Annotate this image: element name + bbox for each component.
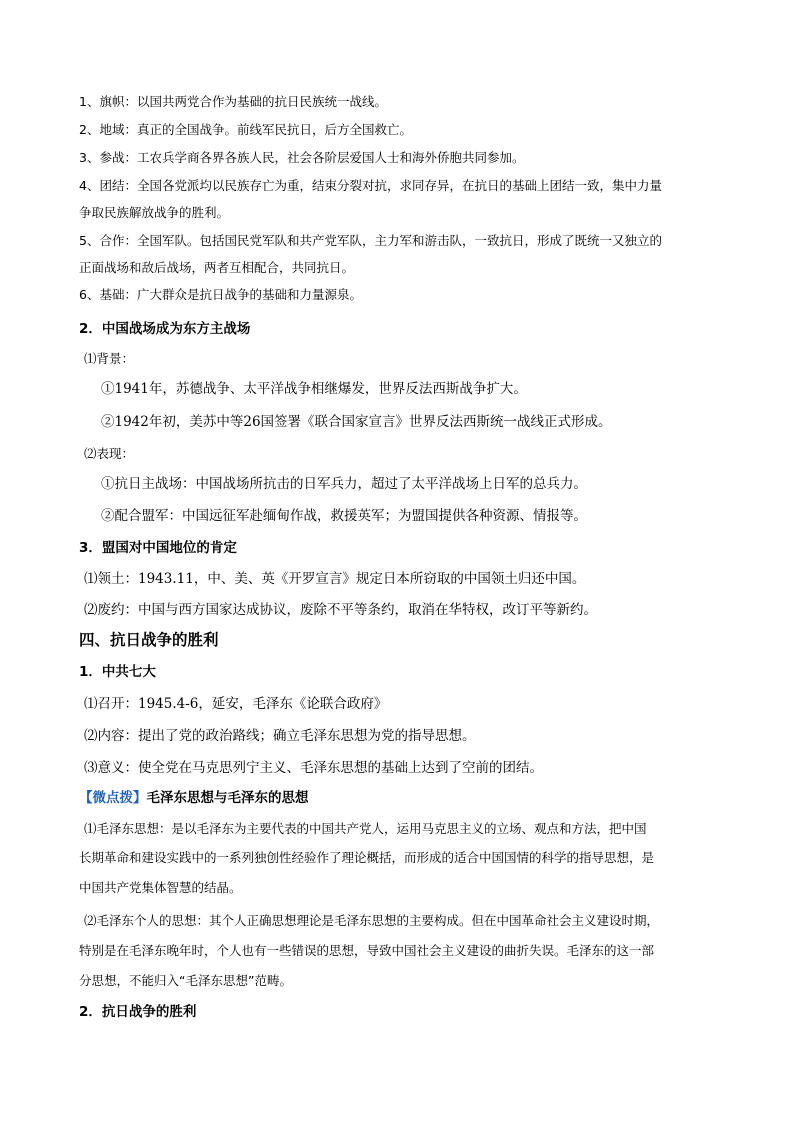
performance-item-2: ②配合盟军：中国远征军赴缅甸作战，救援英军；为盟国提供各种资源、情报等。 [101,508,587,524]
congress-convened: ⑴召开：1945.4-6，延安，毛泽东《论联合政府》 [84,696,388,712]
tip-paragraph-2-line-3: 分思想，不能归入“毛泽东思想”范畴。 [79,973,292,988]
congress-significance: ⑶意义：使全党在马克思列宁主义、毛泽东思想的基础上达到了空前的团结。 [84,760,543,776]
section-heading-allies-affirmation: 3．盟国对中国地位的肯定 [79,540,237,556]
performance-label: ⑵表现： [84,446,135,461]
point-cooperation: 5、合作：全国军队。包括国民党军队和共产党军队，主力军和游击队，一致抗日，形成了既统一又独立的 [79,233,662,248]
part-heading-victory: 四、抗日战争的胜利 [79,631,219,649]
subsection-heading-seventh-congress: 1．中共七大 [79,664,156,680]
tip-heading [79,792,309,806]
tip-tag: 【微点拨】 [79,790,147,806]
point-cooperation-cont: 正面战场和敌后战场，两者互相配合，共同抗日。 [79,260,355,275]
tip-paragraph-2-line-1: ⑵毛泽东个人的思想：其个人正确思想理论是毛泽东思想的主要构成。但在中国革命社会主义建设时期， [84,913,660,928]
point-territory: 2、地域：真正的全国战争。前线军民抗日，后方全国救亡。 [79,122,412,137]
point-foundation: 6、基础：广大群众是抗日战争的基础和力量源泉。 [79,287,362,302]
subsection-heading-victory: 2．抗日战争的胜利 [79,1004,197,1020]
tip-paragraph-2-line-2: 特别是在毛泽东晚年时，个人也有一些错误的思想，导致中国社会主义建设的曲折失误。毛泽东的这一部 [79,943,655,958]
tip-paragraph-1-line-2: 长期革命和建设实践中的一系列独创性经验作了理论概括，而形成的适合中国国情的科学的指导思想，是 [79,850,655,865]
treaty-item: ⑵废约：中国与西方国家达成协议，废除不平等条约，取消在华特权，改订平等新约。 [84,602,597,618]
background-item-2: ②1942年初，美苏中等26国签署《联合国家宣言》世界反法西斯统一战线正式形成。 [101,414,612,430]
tip-paragraph-1-line-3: 中国共产党集体智慧的结晶。 [79,880,242,895]
point-flag: 1、旗帜：以国共两党合作为基础的抗日民族统一战线。 [79,94,387,109]
background-item-1: ①1941年，苏德战争、太平洋战争相继爆发，世界反法西斯战争扩大。 [101,381,527,397]
performance-item-1: ①抗日主战场：中国战场所抗击的日军兵力，超过了太平洋战场上日军的总兵力。 [101,476,587,492]
point-unity: 4、团结：全国各党派均以民族存亡为重，结束分裂对抗，求同存异，在抗日的基础上团结一致，集中力量 [79,178,662,193]
point-participants: 3、参战：工农兵学商各界各族人民，社会各阶层爱国人士和海外侨胞共同参加。 [79,150,525,165]
tip-paragraph-1-line-1: ⑴毛泽东思想：是以毛泽东为主要代表的中国共产党人，运用马克思主义的立场、观点和方法，把中国 [84,821,647,836]
section-heading-main-battlefield: 2．中国战场成为东方主战场 [79,321,251,337]
point-unity-cont: 争取民族解放战争的胜利。 [79,205,230,220]
congress-content: ⑵内容：提出了党的政治路线；确立毛泽东思想为党的指导思想。 [84,728,476,744]
territory-item: ⑴领土：1943.11，中、美、英《开罗宣言》规定日本所窃取的中国领土归还中国。 [84,571,586,587]
background-label: ⑴背景： [84,351,135,366]
tip-title: 毛泽东思想与毛泽东的思想 [146,790,309,806]
